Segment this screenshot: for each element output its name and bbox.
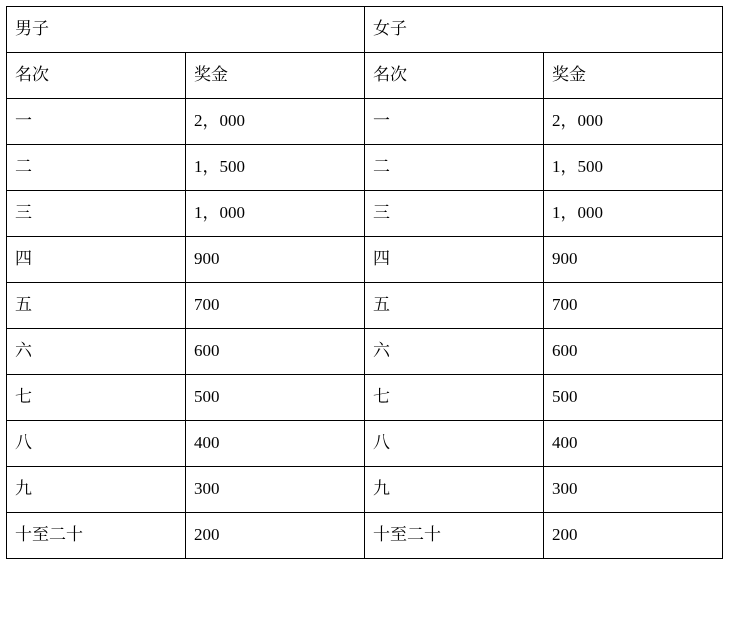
cell-rank-female: 五 [365, 283, 544, 329]
cell-prize-male: 700 [186, 283, 365, 329]
cell-rank-male: 二 [7, 145, 186, 191]
cell-rank-male: 六 [7, 329, 186, 375]
cell-rank-female: 一 [365, 99, 544, 145]
cell-prize-female: 500 [544, 375, 723, 421]
cell-prize-female: 1，500 [544, 145, 723, 191]
cell-rank-male: 五 [7, 283, 186, 329]
table-row [7, 467, 723, 513]
table-row-column-header [7, 53, 723, 99]
cell-rank-male: 一 [7, 99, 186, 145]
table-row [7, 421, 723, 467]
table-row [7, 513, 723, 559]
cell-prize-male: 500 [186, 375, 365, 421]
table-row [7, 191, 723, 237]
gender-header-male-label: 男子 [15, 19, 49, 38]
cell-prize-male: 200 [186, 513, 365, 559]
cell-prize-female: 700 [544, 283, 723, 329]
gender-header-female-label: 女子 [373, 19, 407, 38]
cell-rank-female: 二 [365, 145, 544, 191]
table-row [7, 145, 723, 191]
document-page [0, 6, 729, 618]
cell-prize-male: 1，000 [186, 191, 365, 237]
cell-prize-female: 400 [544, 421, 723, 467]
column-header-rank-female: 名次 [365, 53, 544, 99]
cell-prize-female: 300 [544, 467, 723, 513]
cell-prize-female: 1，000 [544, 191, 723, 237]
table-row [7, 237, 723, 283]
cell-prize-male: 300 [186, 467, 365, 513]
cell-rank-female: 十至二十 [365, 513, 544, 559]
cell-rank-female: 四 [365, 237, 544, 283]
table-row [7, 283, 723, 329]
prize-money-table [6, 6, 723, 559]
cell-rank-male: 八 [7, 421, 186, 467]
cell-rank-male: 十至二十 [7, 513, 186, 559]
cell-prize-female: 600 [544, 329, 723, 375]
table-row [7, 329, 723, 375]
cell-prize-male: 2，000 [186, 99, 365, 145]
cell-prize-female: 200 [544, 513, 723, 559]
table-row [7, 375, 723, 421]
cell-rank-male: 七 [7, 375, 186, 421]
cell-prize-male: 400 [186, 421, 365, 467]
cell-prize-male: 1，500 [186, 145, 365, 191]
cell-rank-male: 九 [7, 467, 186, 513]
cell-prize-female: 2，000 [544, 99, 723, 145]
cell-rank-male: 三 [7, 191, 186, 237]
cell-rank-female: 六 [365, 329, 544, 375]
gender-header-male [7, 7, 365, 53]
cell-rank-female: 八 [365, 421, 544, 467]
table-row [7, 99, 723, 145]
cell-rank-male: 四 [7, 237, 186, 283]
cell-rank-female: 九 [365, 467, 544, 513]
table-row-gender-header [7, 7, 723, 53]
cell-prize-female: 900 [544, 237, 723, 283]
column-header-prize-male: 奖金 [186, 53, 365, 99]
cell-prize-male: 900 [186, 237, 365, 283]
cell-prize-male: 600 [186, 329, 365, 375]
cell-rank-female: 七 [365, 375, 544, 421]
cell-rank-female: 三 [365, 191, 544, 237]
gender-header-female [365, 7, 723, 53]
column-header-prize-female: 奖金 [544, 53, 723, 99]
column-header-rank-male: 名次 [7, 53, 186, 99]
